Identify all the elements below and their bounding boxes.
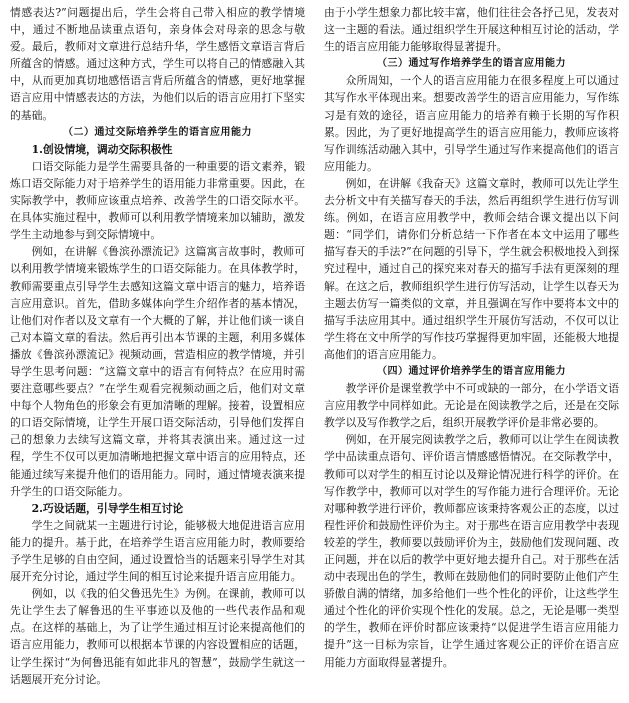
subsection-heading: 1.创设情境，调动交际积极性 bbox=[31, 142, 173, 156]
paragraph-continued: 情感表达?”问题提出后，学生会将自己带入相应的教学情境中，通过不断地品读重点语句，亲身体会对母亲的思念与敬爱。最后，教师对文章进行总结升华，学生感悟文章语言背后所蕴含的情感。通过这种方式，学生可以将自己的情感融入其中，从而更加真切地感悟语言背后所蕴含的情感，更好地掌握语言应用中情感表达的方法，为他们以后的语言应用打下坚实的基础。 bbox=[10, 6, 305, 122]
paragraph: 例如，在讲解《我奋天》这篇文章时，教师可以先让学生去分析文中有关描写春天的手法，然后再组织学生进行仿写训练。例如，在语言应用教学中，教师会结合课文提出以下问题：“同学们，请你们分析总结一下作者在本文中运用了哪些描写春天的手法?”在问题的引导下，学生就会积极地投入到探究过程中，通过自己的探究来对春天的描写手法有更深刻的理解。在这之后，教师组织学生进行仿写活动，让学生以春天为主题去仿写一篇类似的文章，并且强调在写作中要将本文中的描写手法应用其中。通过组织学生开展仿写活动，不仅可以让学生将在文中所学的写作技巧掌握得更加牢固，还能极大地提高他们的语言应用能力。 bbox=[324, 176, 619, 361]
left-column bbox=[10, 4, 305, 703]
right-column bbox=[324, 4, 619, 703]
section-heading: （三）通过写作培养学生的语言应用能力 bbox=[377, 58, 566, 70]
paragraph: 口语交际能力是学生需要具备的一种重要的语文素养，锻炼口语交际能力对于培养学生的语用能力非常重要。因此，在实际教学中，教师应该重点培养、改善学生的口语交际水平。在具体实施过程中，教师可以利用教学情境来加以辅助，激发学生主动地参与到交际情境中。 bbox=[10, 159, 305, 242]
paragraph-continued: 由于小学生想象力都比较丰富，他们往往会各抒己见，发表对这一主题的看法。通过组织学生开展这种相互讨论的活动，学生的语言应用能力能够取得显著提升。 bbox=[324, 6, 619, 54]
paragraph: 例如，在讲解《鲁滨孙漂流记》这篇寓言故事时，教师可以利用教学情境来锻炼学生的口语交际能力。在具体教学时，教师需要重点引导学生去感知这篇文章中语言的魅力，培养语言应用意识。首先，借助多媒体向学生介绍作者的基本情况，让他们对作者以及文章有一个大概的了解，并让他们谈一谈自己对本篇文章的看法。然后再引出本节课的主题，利用多媒体播放《鲁滨孙漂流记》视频动画，营造相应的教学情境，并引导学生思考问题：“这篇文章中的语言有何特点？在应用时需要注意哪些要点？”在学生观看完视频动画之后，他们对文章中每个人物角色的形象会有更加清晰的理解。接着，设置相应的口语交际情境，让学生开展口语交际活动，引导他们发挥自己的想象力去续写这篇文章，并将其表演出来。通过这一过程，学生不仅可以更加清晰地把握文章中语言的应用特点，还能通过续写来提升他们的语用能力。同时，通过情境表演来提升学生的口语交际能力。 bbox=[10, 245, 305, 498]
paragraph: 例如，以《我的伯父鲁迅先生》为例。在课前，教师可以先让学生去了解鲁迅的生平事迹以及他的一些代表作品和观点。在这样的基础上，为了让学生通过相互讨论来提高他们的语言应用能力，教师可以根据本节课的内容设置相应的话题，让学生探讨“为何鲁迅能有如此非凡的智慧”，鼓励学生就这一话题展开充分讨论。 bbox=[10, 587, 305, 686]
paragraph: 例如，在开展完阅读教学之后，教师可以让学生在阅读教学中品读重点语句、评价语言情感感悟情况。在交际教学中，教师可以对学生的相互讨论以及辩论情况进行科学的评价。在写作教学中，教师可以对学生的写作能力进行合理评价。无论对哪种教学进行评价，教师都应该秉持客观公正的态度，以过程性评价和鼓励性评价为主。对于那些在语言应用教学中表现较差的学生，教师要以鼓励评价为主，鼓励他们发现问题、改正问题，并在以后的教学中更好地去提升自己。对于那些在活动中表现出色的学生，教师在鼓励他们的同时要防止他们产生骄傲自满的情绪，加多给他们一些个性化的评价，让这些学生通过个性化的评价实现个性化的发展。总之，无论是哪一类型的学生，教师在评价时都应该秉持“以促进学生语言应用能力提升”这一目标为宗旨，让学生通过客观公正的评价在语言应用能力方面取得显著提升。 bbox=[324, 433, 619, 669]
paragraph: 众所周知，一个人的语言应用能力在很多程度上可以通过其写作水平体现出来。想要改善学生的语言应用能力，写作练习是有效的途径，语言应用能力的培养有赖于长期的写作积累。因此，为了更好地提高学生的语言应用能力，教师应该将写作训练活动融入其中，引导学生通过写作来提高他们的语言应用能力。 bbox=[324, 74, 619, 173]
subsection-heading: 2.巧设话题，引导学生相互讨论 bbox=[31, 501, 184, 515]
paragraph: 教学评价是课堂教学中不可或缺的一部分，在小学语文语言应用教学中同样如此。无论是在阅读教学之后，还是在交际教学以及写作教学之后，组织开展教学评价是非常必要的。 bbox=[324, 382, 619, 430]
section-heading: （二）通过交际培养学生的语言应用能力 bbox=[63, 126, 252, 138]
section-heading: （四）通过评价培养学生的语言应用能力 bbox=[377, 365, 566, 377]
paragraph: 学生之间就某一主题进行讨论，能够极大地促进语言应用能力的提升。基于此，在培养学生语言应用能力时，教师要给予学生足够的自由空间，通过设置恰当的话题来引导学生对其展开充分讨论，通过学生间的相互讨论来提升语言应用能力。 bbox=[10, 518, 305, 584]
